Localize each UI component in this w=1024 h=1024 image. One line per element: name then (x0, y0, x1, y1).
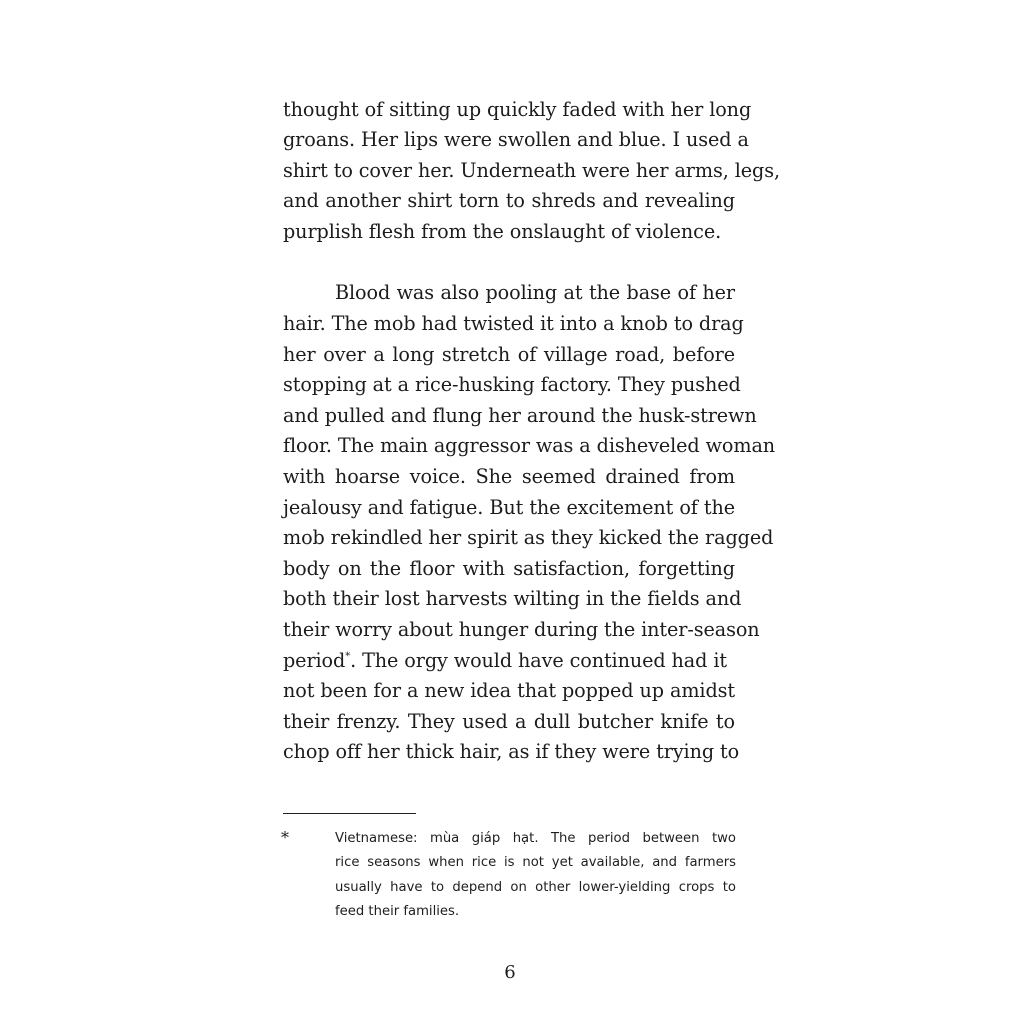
text-line: both their lost harvests wilting in the fields and (283, 587, 742, 610)
text-span: . The orgy would have continued had it (350, 649, 727, 672)
text-line: her over a long stretch of village road, before (283, 343, 735, 366)
text-line: their frenzy. They used a dull butcher knife to (283, 710, 735, 733)
footnote-line: usually have to depend on other lower-yielding crops to (335, 880, 736, 895)
text-line: stopping at a rice-husking factory. They pushed (283, 373, 741, 396)
text-line: floor. The main aggressor was a disheveled woman (283, 434, 776, 457)
text-line: and another shirt torn to shreds and revealing (283, 189, 735, 212)
footnote-marker: * (281, 828, 289, 847)
text-line: hair. The mob had twisted it into a knob to drag (283, 312, 744, 335)
text-line: not been for a new idea that popped up amidst (283, 679, 735, 702)
footnote-line: feed their families. (335, 904, 460, 919)
text-line: with hoarse voice. She seemed drained from (283, 465, 735, 488)
text-line: jealousy and fatigue. But the excitement of the (283, 496, 735, 519)
text-line: shirt to cover her. Underneath were her arms, legs, (283, 159, 780, 182)
page-number: 6 (504, 962, 516, 983)
text-line: body on the floor with satisfaction, forgetting (283, 557, 735, 580)
footnote-reference[interactable]: * (345, 651, 351, 662)
text-line: groans. Her lips were swollen and blue. I used a (283, 128, 749, 151)
text-line-with-footnote-ref (283, 646, 735, 676)
text-line: thought of sitting up quickly faded with her long (283, 98, 752, 121)
text-line: Blood was also pooling at the base of her (335, 281, 735, 304)
text-line: mob rekindled her spirit as they kicked the ragged (283, 526, 774, 549)
text-line: their worry about hunger during the inter-season (283, 618, 760, 641)
text-span: period (283, 649, 346, 672)
text-line: purplish flesh from the onslaught of violence. (283, 220, 722, 243)
footnote-divider (283, 813, 416, 814)
footnote-line: Vietnamese: mùa giáp hạt. The period between two (335, 831, 736, 846)
text-line: chop off her thick hair, as if they were trying to (283, 740, 740, 763)
text-line: and pulled and flung her around the husk-strewn (283, 404, 757, 427)
footnote-line: rice seasons when rice is not yet available, and farmers (335, 855, 736, 870)
